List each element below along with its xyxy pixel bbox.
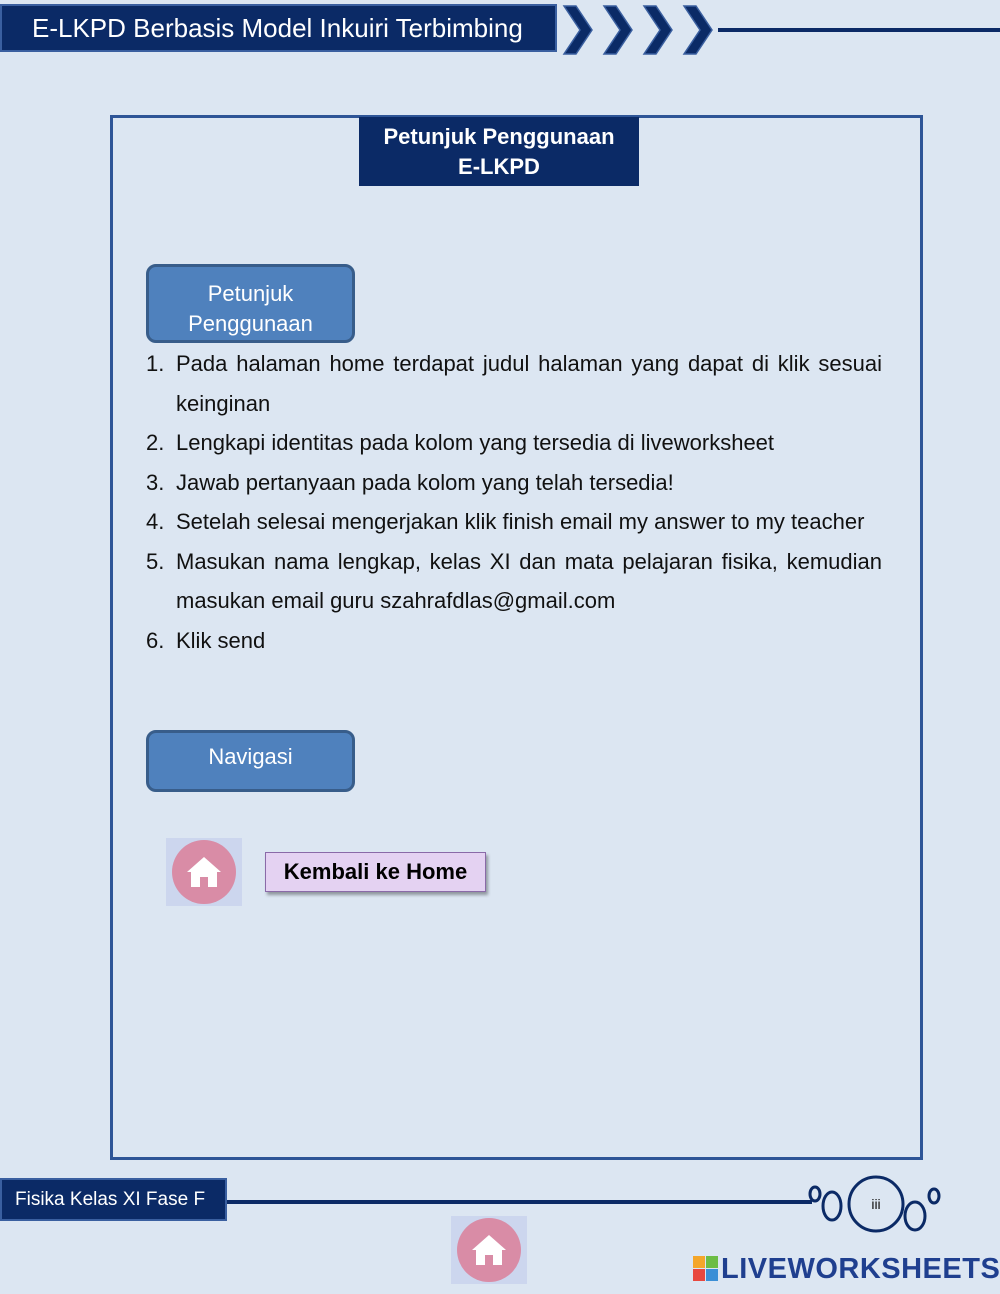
home-icon-button[interactable] [166, 838, 242, 906]
footer-home-icon-button[interactable] [451, 1216, 527, 1284]
list-item: 2. Lengkapi identitas pada kolom yang tersedia di liveworksheet [146, 430, 775, 455]
navigasi-section-label: Navigasi [146, 730, 355, 792]
chevron-right-icon [604, 6, 632, 54]
list-item: 6. Klik send [146, 627, 266, 653]
chevron-right-icon [684, 6, 712, 54]
home-icon [469, 1232, 509, 1268]
footer-subject-label: Fisika Kelas XI Fase F [0, 1178, 227, 1221]
instruction-list [146, 344, 882, 660]
list-item: 4. Setelah selesai mengerjakan klik finish email my answer to my teacher [146, 509, 865, 534]
page-title [359, 117, 639, 186]
header-divider [718, 28, 1000, 32]
liveworksheets-logo [693, 1252, 1000, 1286]
chevron-right-icon [564, 6, 592, 54]
page-number: iii [871, 1196, 881, 1212]
home-icon [184, 854, 224, 890]
list-item: 1. Pada halaman home terdapat judul halaman yang dapat di klik sesuai keinginan [146, 351, 882, 416]
footer-divider [227, 1200, 812, 1204]
header-chevrons-decoration [560, 2, 720, 58]
petunjuk-section-label: Petunjuk Penggunaan [146, 264, 355, 343]
liveworksheets-logo-icon [693, 1256, 719, 1282]
chevron-right-icon [644, 6, 672, 54]
list-item: 3. Jawab pertanyaan pada kolom yang telah tersedia! [146, 469, 674, 495]
header-title: E-LKPD Berbasis Model Inkuiri Terbimbing [0, 4, 557, 52]
page-title-line2: E-LKPD [458, 153, 540, 179]
list-item: 5. Masukan nama lengkap, kelas XI dan mata pelajaran fisika, kemudian masukan email guru szahrafdlas@gmail.com [146, 548, 882, 613]
page-title-line1: Petunjuk Penggunaan [383, 123, 615, 149]
brand-text: LIVEWORKSHEETS [721, 1252, 1000, 1285]
back-to-home-button[interactable]: Kembali ke Home [265, 852, 486, 892]
